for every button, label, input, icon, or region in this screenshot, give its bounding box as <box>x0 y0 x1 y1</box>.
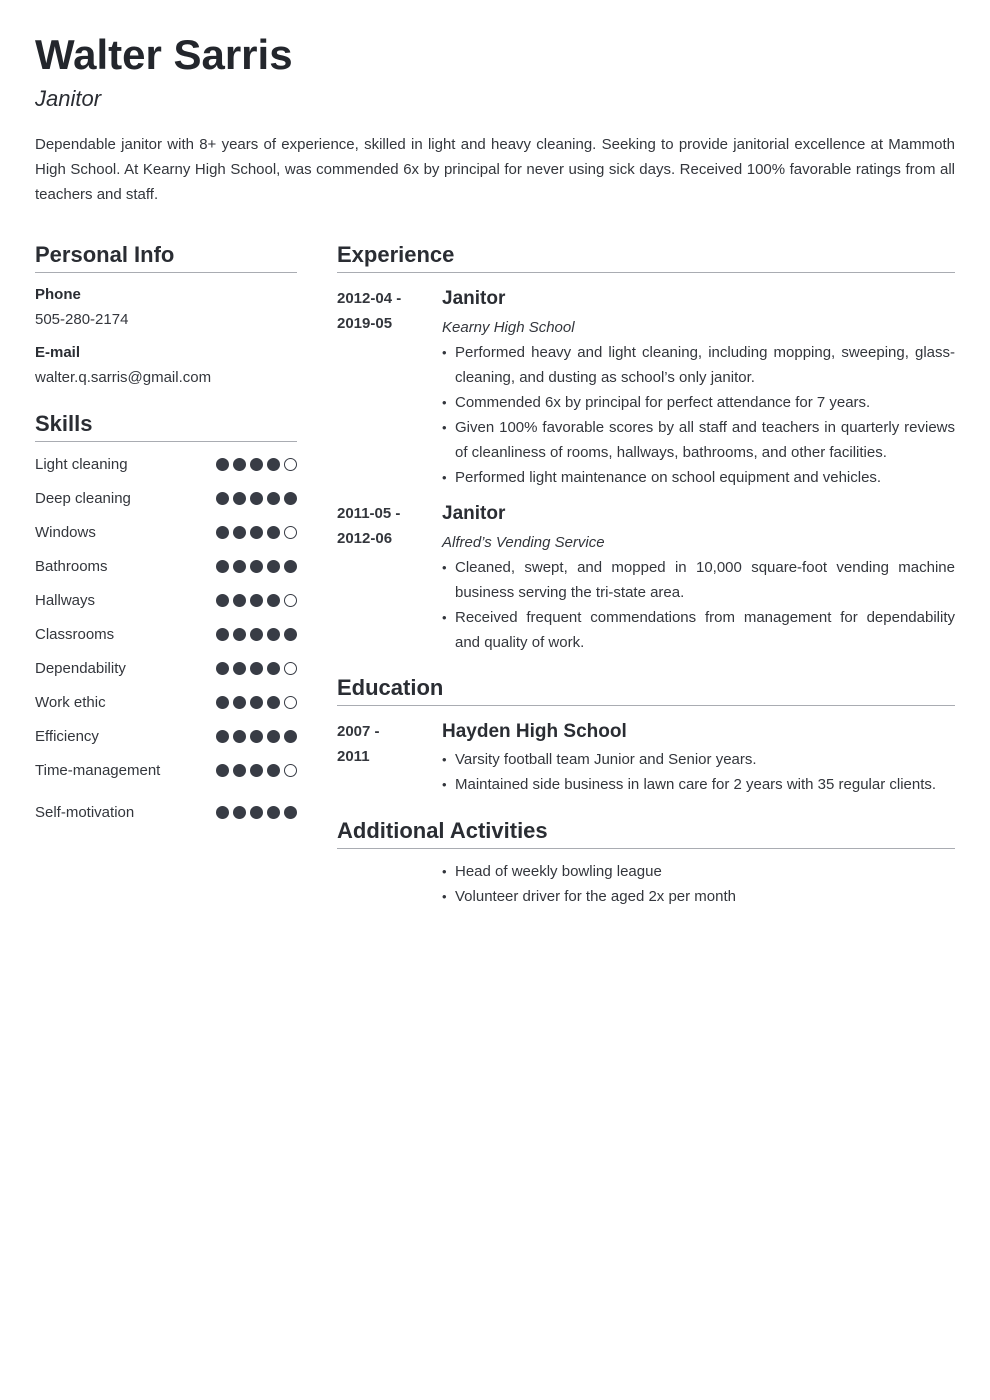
skill-name: Self-motivation <box>35 804 135 821</box>
rating-dot-filled <box>233 662 246 675</box>
education-bullets <box>442 747 955 797</box>
rating-dot-filled <box>250 662 263 675</box>
job-entry <box>442 501 955 655</box>
rating-dot-filled <box>267 662 280 675</box>
bullet-item: • Cleaned, swept, and mopped in 10,000 square-foot vending machine business serving the tri-state area. <box>442 555 955 605</box>
rating-dot-empty <box>284 458 297 471</box>
bullet-item: • Received frequent commendations from management for dependability and quality of work. <box>442 605 955 655</box>
rating-dot-filled <box>284 628 297 641</box>
rating-dot-filled <box>267 806 280 819</box>
rating-dot-filled <box>267 458 280 471</box>
skill-rating <box>216 730 297 743</box>
skill-name: Classrooms <box>35 626 115 643</box>
rating-dot-filled <box>267 764 280 777</box>
bullet-item: • Performed light maintenance on school equipment and vehicles. <box>442 465 955 490</box>
job-start-date: 2012-04 - <box>337 290 402 307</box>
rating-dot-filled <box>267 526 280 539</box>
rating-dot-filled <box>250 764 263 777</box>
education-dates <box>337 719 427 769</box>
job-end-date: 2012-06 <box>337 530 393 547</box>
activities-divider <box>337 848 955 849</box>
rating-dot-filled <box>216 492 229 505</box>
skill-rating <box>216 492 297 505</box>
rating-dot-filled <box>216 560 229 573</box>
rating-dot-filled <box>250 560 263 573</box>
job-bullets <box>442 555 955 655</box>
skill-row <box>35 488 297 522</box>
skill-name: Dependability <box>35 660 126 677</box>
skill-name: Time-management <box>35 762 161 779</box>
rating-dot-filled <box>267 730 280 743</box>
skill-rating <box>216 662 297 675</box>
skills-divider <box>35 441 297 442</box>
rating-dot-filled <box>267 628 280 641</box>
rating-dot-filled <box>250 492 263 505</box>
job-dates <box>337 286 427 336</box>
rating-dot-filled <box>267 594 280 607</box>
rating-dot-filled <box>250 458 263 471</box>
rating-dot-filled <box>233 594 246 607</box>
skill-rating <box>216 696 297 709</box>
rating-dot-filled <box>284 492 297 505</box>
rating-dot-empty <box>284 764 297 777</box>
personal-info-divider <box>35 272 297 273</box>
rating-dot-filled <box>233 492 246 505</box>
job-employer: Kearny High School <box>442 319 575 336</box>
job-bullets <box>442 340 955 490</box>
job-end-date: 2019-05 <box>337 315 393 332</box>
job-dates <box>337 501 427 551</box>
bullet-item: • Performed heavy and light cleaning, including mopping, sweeping, glass-cleaning, and dusting as school’s only janitor. <box>442 340 955 390</box>
skill-name: Work ethic <box>35 694 106 711</box>
rating-dot-filled <box>233 764 246 777</box>
rating-dot-filled <box>216 764 229 777</box>
rating-dot-filled <box>216 526 229 539</box>
skill-rating <box>216 594 297 607</box>
rating-dot-filled <box>216 662 229 675</box>
rating-dot-filled <box>233 628 246 641</box>
skill-name: Hallways <box>35 592 96 609</box>
phone-value: 505-280-2174 <box>35 311 129 328</box>
bullet-item: • Varsity football team Junior and Senior years. <box>442 747 955 772</box>
job-employer: Alfred’s Vending Service <box>442 534 605 551</box>
rating-dot-filled <box>233 526 246 539</box>
skill-row <box>35 658 297 692</box>
skill-name: Efficiency <box>35 728 99 745</box>
experience-divider <box>337 272 955 273</box>
education-divider <box>337 705 955 706</box>
rating-dot-filled <box>250 594 263 607</box>
rating-dot-filled <box>233 560 246 573</box>
email-value: walter.q.sarris@gmail.com <box>35 369 212 386</box>
email-label: E-mail <box>35 344 81 361</box>
rating-dot-filled <box>216 696 229 709</box>
skill-name: Windows <box>35 524 96 541</box>
rating-dot-empty <box>284 526 297 539</box>
skill-row <box>35 556 297 590</box>
skill-rating <box>216 526 297 539</box>
bullet-item: • Head of weekly bowling league <box>442 859 955 884</box>
rating-dot-filled <box>233 696 246 709</box>
experience-heading: Experience <box>337 242 455 267</box>
education-start-date: 2007 - <box>337 723 380 740</box>
rating-dot-filled <box>216 730 229 743</box>
candidate-title: Janitor <box>35 86 102 111</box>
job-entry <box>442 286 955 490</box>
activities-entry <box>442 859 955 909</box>
rating-dot-filled <box>216 594 229 607</box>
skill-row <box>35 726 297 760</box>
skill-rating <box>216 806 297 819</box>
skill-row <box>35 522 297 556</box>
skill-name: Bathrooms <box>35 558 108 575</box>
skill-rating <box>216 458 297 471</box>
rating-dot-empty <box>284 662 297 675</box>
skills-list <box>35 454 297 836</box>
bullet-item: • Maintained side business in lawn care for 2 years with 35 regular clients. <box>442 772 955 797</box>
skill-rating <box>216 628 297 641</box>
rating-dot-filled <box>216 628 229 641</box>
rating-dot-filled <box>267 492 280 505</box>
rating-dot-filled <box>284 560 297 573</box>
rating-dot-empty <box>284 696 297 709</box>
job-title: Janitor <box>442 503 506 524</box>
rating-dot-filled <box>216 806 229 819</box>
rating-dot-filled <box>250 696 263 709</box>
skill-row <box>35 760 297 802</box>
skill-row <box>35 802 297 836</box>
rating-dot-filled <box>250 730 263 743</box>
rating-dot-filled <box>250 806 263 819</box>
education-end-date: 2011 <box>337 748 370 765</box>
education-entry <box>442 719 955 797</box>
rating-dot-filled <box>267 560 280 573</box>
job-start-date: 2011-05 - <box>337 505 401 522</box>
skill-row <box>35 692 297 726</box>
skill-rating <box>216 560 297 573</box>
education-heading: Education <box>337 675 444 700</box>
rating-dot-filled <box>250 628 263 641</box>
rating-dot-filled <box>233 458 246 471</box>
phone-label: Phone <box>35 286 81 303</box>
job-title: Janitor <box>442 288 506 309</box>
skill-name: Deep cleaning <box>35 490 131 507</box>
skill-row <box>35 590 297 624</box>
rating-dot-filled <box>284 806 297 819</box>
profile-summary: Dependable janitor with 8+ years of experience, skilled in light and heavy cleaning. Seeking to provide janitorial excellence at Mammoth High School. At Kearny High School, was commended 6x by principal for never using sick days. Received 100% favorable ratings from all teachers and staff. <box>35 136 955 203</box>
bullet-item: • Volunteer driver for the aged 2x per month <box>442 884 955 909</box>
personal-info-heading: Personal Info <box>35 242 175 267</box>
skill-name: Light cleaning <box>35 456 128 473</box>
rating-dot-filled <box>267 696 280 709</box>
activities-heading: Additional Activities <box>337 818 548 843</box>
rating-dot-filled <box>284 730 297 743</box>
school-name: Hayden High School <box>442 721 627 742</box>
skill-rating <box>216 764 297 777</box>
rating-dot-filled <box>233 806 246 819</box>
activities-bullets <box>442 859 955 909</box>
skills-heading: Skills <box>35 411 93 436</box>
rating-dot-empty <box>284 594 297 607</box>
skill-row <box>35 624 297 658</box>
rating-dot-filled <box>250 526 263 539</box>
rating-dot-filled <box>233 730 246 743</box>
bullet-item: • Commended 6x by principal for perfect attendance for 7 years. <box>442 390 955 415</box>
rating-dot-filled <box>216 458 229 471</box>
candidate-name: Walter Sarris <box>35 31 293 78</box>
skill-row <box>35 454 297 488</box>
bullet-item: • Given 100% favorable scores by all staff and teachers in quarterly reviews of cleanliness of rooms, hallways, bathrooms, and other facilities. <box>442 415 955 465</box>
